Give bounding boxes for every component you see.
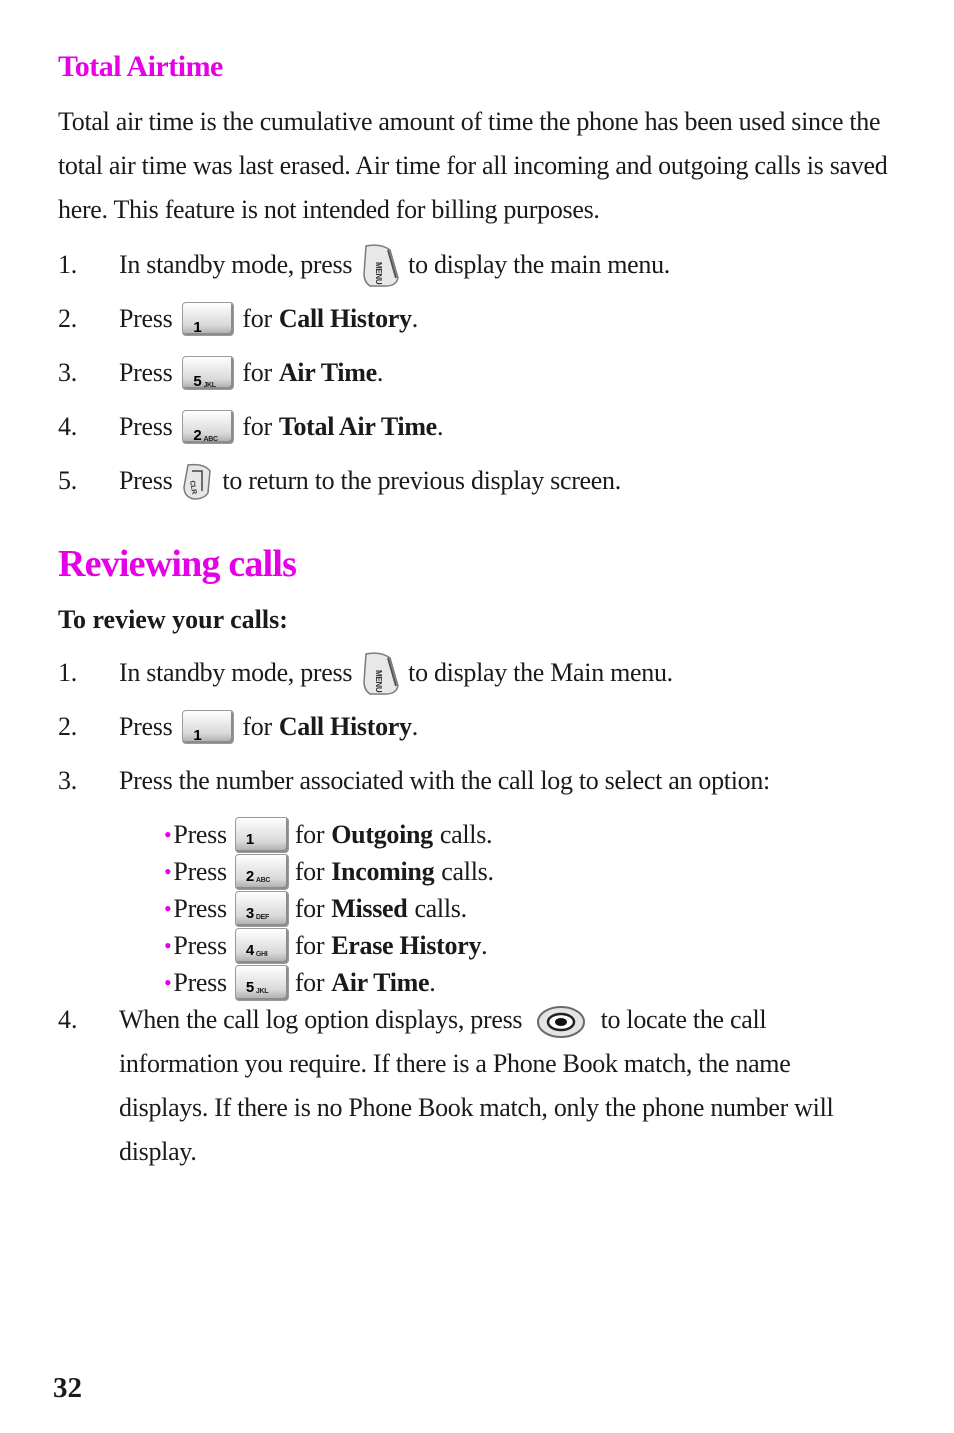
key-4-icon bbox=[235, 928, 289, 964]
option-label: Missed bbox=[331, 894, 408, 923]
step-text: for bbox=[242, 412, 272, 441]
option-text: Press bbox=[173, 894, 227, 923]
step-text: to display the main menu. bbox=[408, 250, 670, 279]
menu-option-label: Call History bbox=[278, 712, 412, 741]
key-letters: ABC bbox=[203, 436, 218, 443]
menu-option-label: Call History bbox=[278, 304, 412, 333]
option-outgoing bbox=[164, 816, 664, 853]
option-text: calls. bbox=[414, 894, 467, 923]
key-letters: GHI bbox=[255, 950, 268, 958]
step-number: 1. bbox=[58, 658, 77, 687]
back-key-icon bbox=[180, 461, 214, 501]
option-air-time bbox=[164, 964, 664, 1001]
option-label: Outgoing bbox=[331, 820, 433, 849]
total-airtime-paragraph: Total air time is the cumulative amount of time the phone has been used since the total air time was last erased. Air time for all incoming and outgoing calls is saved here. This feature is not intended for billing purposes. bbox=[58, 107, 888, 224]
page-number: 32 bbox=[53, 1372, 82, 1404]
review-step-4 bbox=[119, 998, 879, 1174]
option-text: . bbox=[481, 931, 488, 960]
step-number: 3. bbox=[58, 358, 77, 387]
step-number: 1. bbox=[58, 250, 77, 279]
svg-text:CLR: CLR bbox=[188, 480, 198, 495]
step-number: 3. bbox=[58, 766, 77, 795]
step-number: 4. bbox=[58, 1005, 78, 1034]
option-text: for bbox=[294, 820, 325, 849]
step-text: . bbox=[436, 412, 444, 441]
step-1 bbox=[58, 243, 918, 287]
option-label: Erase History bbox=[331, 931, 482, 960]
key-5-icon bbox=[182, 356, 234, 390]
option-erase-history bbox=[164, 927, 664, 964]
menu-key-icon bbox=[360, 242, 402, 288]
reviewing-calls-heading: Reviewing calls bbox=[58, 543, 297, 585]
option-missed bbox=[164, 890, 664, 927]
step-text: to display the Main menu. bbox=[408, 658, 673, 687]
key-digit: 1 bbox=[245, 830, 254, 848]
menu-key-icon bbox=[360, 650, 402, 696]
step-text: When the call log option displays, press bbox=[119, 1005, 523, 1034]
nav-key-icon bbox=[536, 1005, 586, 1039]
key-1-icon bbox=[182, 302, 234, 336]
reviewing-calls-lead: To review your calls: bbox=[58, 605, 288, 634]
bullet: • bbox=[164, 933, 172, 958]
step-text: . bbox=[411, 304, 418, 333]
step-number: 4. bbox=[58, 412, 77, 441]
key-1-icon bbox=[182, 710, 234, 744]
step-5 bbox=[58, 459, 918, 503]
key-digit: 2 bbox=[245, 867, 254, 885]
review-step-2 bbox=[58, 705, 918, 749]
key-digit: 3 bbox=[245, 904, 254, 922]
step-number: 2. bbox=[58, 712, 77, 741]
menu-option-label: Air Time bbox=[278, 358, 377, 387]
bullet: • bbox=[164, 970, 172, 995]
step-text: Press bbox=[119, 712, 173, 741]
step-text: . bbox=[411, 712, 418, 741]
option-text: calls. bbox=[439, 820, 493, 849]
svg-text:MENU: MENU bbox=[374, 670, 384, 693]
key-3-icon bbox=[235, 891, 289, 927]
step-text: Press bbox=[119, 304, 173, 333]
key-digit: 2 bbox=[193, 427, 202, 444]
step-3 bbox=[58, 351, 918, 395]
step-text: Press the number associated with the call log to select an option: bbox=[119, 766, 770, 795]
review-step-3 bbox=[58, 759, 918, 803]
step-text: for bbox=[242, 358, 272, 387]
bullet: • bbox=[164, 859, 172, 884]
option-label: Air Time bbox=[331, 968, 430, 997]
option-text: Press bbox=[173, 857, 227, 886]
option-text: Press bbox=[173, 820, 227, 849]
key-digit: 4 bbox=[245, 941, 254, 959]
option-label: Incoming bbox=[331, 857, 435, 886]
key-digit: 5 bbox=[193, 373, 202, 390]
key-2-icon bbox=[235, 854, 289, 890]
step-text: to return to the previous display screen. bbox=[222, 466, 621, 495]
option-text: for bbox=[294, 894, 325, 923]
review-step-1 bbox=[58, 651, 918, 695]
bullet: • bbox=[164, 896, 172, 921]
key-letters: JKL bbox=[203, 382, 216, 389]
step-2 bbox=[58, 297, 918, 341]
key-digit: 1 bbox=[193, 727, 202, 744]
option-text: Press bbox=[173, 968, 227, 997]
step-number: 2. bbox=[58, 304, 77, 333]
option-text: for bbox=[294, 968, 325, 997]
step-text: Press bbox=[119, 358, 173, 387]
option-text: for bbox=[294, 931, 325, 960]
option-incoming bbox=[164, 853, 664, 890]
key-5-icon bbox=[235, 965, 289, 1001]
step-text: for bbox=[242, 304, 272, 333]
bullet: • bbox=[164, 822, 172, 847]
option-text: Press bbox=[173, 931, 227, 960]
step-text: In standby mode, press bbox=[119, 658, 353, 687]
step-number: 5. bbox=[58, 466, 77, 495]
step-text: In standby mode, press bbox=[119, 250, 353, 279]
step-4 bbox=[58, 405, 918, 449]
total-airtime-heading: Total Airtime bbox=[58, 50, 223, 83]
step-text: to locate the call information you require. If there is a Phone Book match, the name displays. If there is no Phone Book match, only the phone number will display. bbox=[119, 1005, 834, 1166]
step-text: for bbox=[242, 712, 272, 741]
key-2-icon bbox=[182, 410, 234, 444]
step-text: Press bbox=[119, 412, 173, 441]
key-digit: 1 bbox=[193, 319, 202, 336]
step-text: Press bbox=[119, 466, 173, 495]
key-letters: JKL bbox=[255, 987, 269, 995]
svg-text:MENU: MENU bbox=[374, 262, 384, 285]
option-text: for bbox=[294, 857, 325, 886]
step-text: . bbox=[376, 358, 384, 387]
key-digit: 5 bbox=[245, 978, 254, 996]
menu-option-label: Total Air Time bbox=[278, 412, 437, 441]
key-1-icon bbox=[235, 817, 289, 853]
option-text: calls. bbox=[441, 857, 494, 886]
key-letters: ABC bbox=[255, 876, 271, 884]
key-letters: DEF bbox=[255, 913, 269, 921]
option-text: . bbox=[429, 968, 436, 997]
